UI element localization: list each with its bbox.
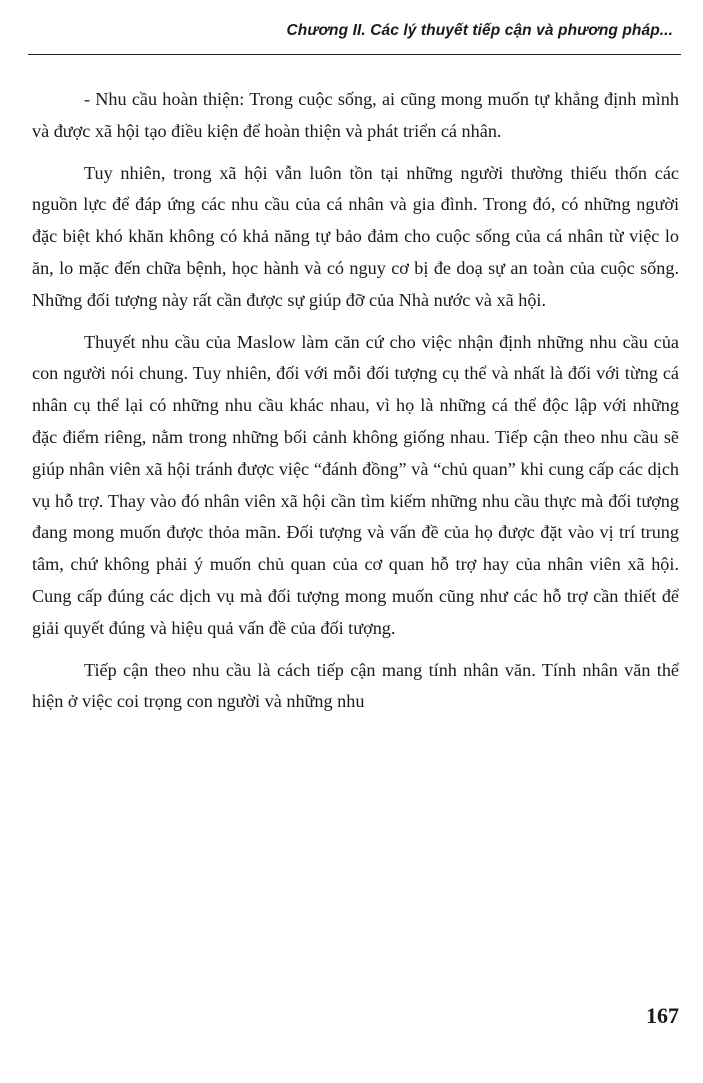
- paragraph-doi-tuong-kho-khan: Tuy nhiên, trong xã hội vẫn luôn tồn tại những người thường thiếu thốn các nguồn lực để đáp ứng các nhu cầu của cá nhân và gia đình. Trong đó, có những người đặc biệt khó khăn không có khả năng tự bảo đảm cho cuộc sống của cá nhân từ việc lo ăn, lo mặc đến chữa bệnh, học hành và có nguy cơ bị đe doạ sự an toàn của cuộc sống. Những đối tượng này rất cần được sự giúp đỡ của Nhà nước và xã hội.: [32, 162, 679, 310]
- paragraph-tinh-nhan-van: Tiếp cận theo nhu cầu là cách tiếp cận mang tính nhân văn. Tính nhân văn thể hiện ở việc coi trọng con người và những nhu: [32, 659, 679, 712]
- page-number: 167: [646, 1003, 679, 1028]
- paragraph-thuyet-maslow: Thuyết nhu cầu của Maslow làm căn cứ cho việc nhận định những nhu cầu của con người nói chung. Tuy nhiên, đối với mỗi đối tượng cụ thể và nhất là đối với từng cá nhân cụ thể lại có những nhu cầu khác nhau, vì họ là những cá thể độc lập với những đặc điểm riêng, nằm trong những bối cảnh không giống nhau. Tiếp cận theo nhu cầu sẽ giúp nhân viên xã hội tránh được việc “đánh đồng” và “chủ quan” khi cung cấp các dịch vụ hỗ trợ. Thay vào đó nhân viên xã hội cần tìm kiếm những nhu cầu thực mà đối tượng đang mong muốn được thỏa mãn. Đối tượng và vấn đề của họ được đặt vào vị trí trung tâm, chứ không phải ý muốn chủ quan của cơ quan hỗ trợ hay của nhân viên xã hội. Cung cấp đúng các dịch vụ mà đối tượng mong muốn cũng như các hỗ trợ cần thiết để giải quyết đúng và hiệu quả vấn đề của đối tượng.: [32, 331, 679, 638]
- page-body: [32, 84, 679, 718]
- running-header: Chương II. Các lý thuyết tiếp cận và phương pháp...: [286, 22, 673, 39]
- paragraph-nhu-cau-hoan-thien: - Nhu cầu hoàn thiện: Trong cuộc sống, ai cũng mong muốn tự khẳng định mình và được xã hội tạo điều kiện để hoàn thiện và phát triển cá nhân.: [32, 89, 679, 141]
- header-divider: [28, 54, 681, 55]
